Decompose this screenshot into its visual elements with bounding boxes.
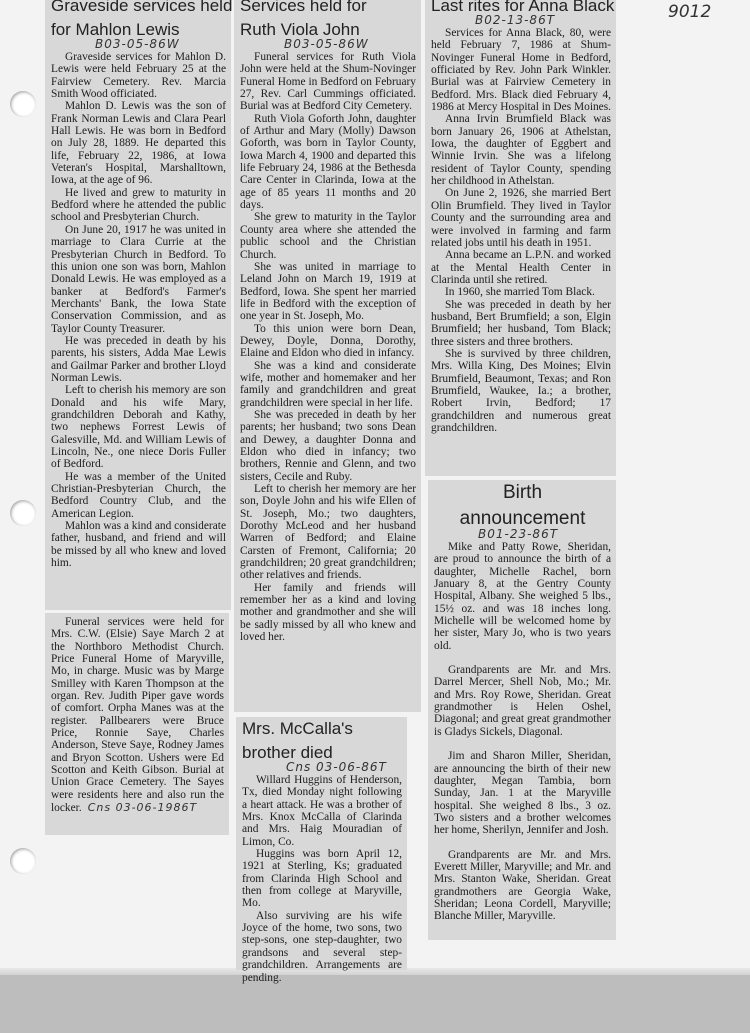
punch-hole-icon xyxy=(10,91,36,117)
paragraph-text: On June 20, 1917 he was united in marriage to Clara Currie at the Presbyterian Church in Bedford. To this union one son was born, Mahlon Donald Lewis. He was employed as a banker at Bedford's Farmer's Merchants' Bank, the Iowa State Conservation Commission, and as Taylor County Treasurer. xyxy=(51,223,226,335)
paragraph-text: Left to cherish her memory are her son, Doyle John and his wife Ellen of St. Joseph, Mo.; two daughters, Dorothy McLeod and her husband Warren of Bedford; and Elaine Carsten of Fremont, California; 20 grandchildren; 20 great grandchildren; other relatives and friends. xyxy=(240,483,416,582)
paragraph-text: Anna became an L.P.N. and worked at the Mental Health Center in Clarinda until she retired. xyxy=(431,249,611,286)
headline-line: Services held for xyxy=(240,0,367,15)
clipping-mccalla xyxy=(236,717,407,984)
headline-line: brother died xyxy=(242,743,333,762)
paragraph-text: He was preceded in death by his parents, his sisters, Adda Mae Lewis and Gailmar Parker and brother Lloyd Norman Lewis. xyxy=(51,334,226,384)
paragraph-text: Mike and Patty Rowe, Sheridan, are proud to announce the birth of a daughter, Michelle Rachel, born January 8, at the Gentry County Hospital, Albany. She weighed 5 lbs., 15½ oz. and was 18 inches long. Michelle will be welcomed home by her sister, Mary Jo, who is two years old. xyxy=(434,541,611,652)
paragraph xyxy=(431,113,611,187)
paragraph xyxy=(51,51,226,100)
paragraph xyxy=(431,249,611,286)
paragraph-text: Grandparents are Mr. and Mrs. Everett Miller, Maryville; and Mr. and Mrs. Stanton Wake, Sheridan. Great grandmothers are Georgia Wake, Sheridan; Leona Cordell, Maryville; Blanche Miller, Maryville. xyxy=(434,848,611,923)
paragraph xyxy=(51,100,226,186)
paragraph-text: Anna Irvin Brumfield Black was born January 26, 1906 at Athelstan, Iowa, the daughter of Eggbert and Winnie Irvin. She was a lifelong resident of Taylor County, spending her childhood in Athelstan. xyxy=(431,113,611,188)
paragraph-text: To this union were born Dean, Dewey, Doyle, Donna, Dorothy, Elaine and Eldon who died in infancy. xyxy=(240,322,416,360)
headline-line: announcement xyxy=(459,508,586,529)
paragraph xyxy=(242,910,402,984)
handwritten-date-code: B02-13-86T xyxy=(475,13,556,27)
paragraph xyxy=(242,848,402,910)
paragraph-text: On June 2, 1926, she married Bert Olin Brumfield. They lived in Taylor County and the surrounding area and were involved in farming and farm related jobs until his death in 1951. xyxy=(431,187,611,249)
paragraph-text: Mahlon was a kind and considerate father, husband, and friend and will be missed by all who knew and loved him. xyxy=(51,520,227,570)
paragraph xyxy=(242,774,402,848)
paragraph-text: She was united in marriage to Leland John on March 19, 1919 at Bedford, Iowa. She spent her married life in Bedford with the exception of one year in St. Joseph, Mo. xyxy=(240,260,416,323)
paragraph xyxy=(51,187,226,224)
paragraph xyxy=(51,616,224,815)
paragraph-text: Ruth Viola Goforth John, daughter of Arthur and Mary (Molly) Dawson Goforth, was born in Taylor County, Iowa March 4, 1900 and departed this life February 24, 1986 at the Bethesda Care Center in Clarinda, Iowa at the age of 85 years 11 months and 20 days. xyxy=(240,112,416,212)
handwritten-page-number: 9012 xyxy=(668,2,712,22)
paragraph xyxy=(240,51,416,113)
paragraph xyxy=(434,541,611,652)
paragraph xyxy=(51,471,226,520)
paragraph xyxy=(431,299,611,348)
headline-line: for Mahlon Lewis xyxy=(51,20,180,39)
headline-line: Birth xyxy=(502,482,543,503)
headline-line: Last rites for Anna Black xyxy=(431,0,615,15)
paragraph-text: In 1960, she married Tom Black. xyxy=(445,286,595,299)
paragraph-text: Graveside services for Mahlon D. Lewis were held February 25 at the Fairview Cemetery. Rev. Marcia Smith Wood officiated. xyxy=(51,51,226,101)
headline-line: Ruth Viola John xyxy=(240,20,360,39)
paragraph-text: Grandparents are Mr. and Mrs. Darrel Mercer, Shell Nob, Mo.; Mr. and Mrs. Roy Rowe, Sheridan. Great grandmother is Helen Oshel, Diagonal; and great great grandmother is Gladys Sickels, Diagonal. xyxy=(434,664,611,738)
paragraph-text: She was preceded in death by her parents; her husband; two sons Dean and Dewey, a daughter Donna and Eldon who died in infancy; two brothers, Rennie and Glenn, and two sisters, Cecile and Ruby. xyxy=(240,408,416,483)
paragraph-text: Her family and friends will remember her as a kind and loving mother and grandmother and she will be sadly missed by all who knew and loved her. xyxy=(240,581,416,644)
paragraph-text: Left to cherish his memory are son Donald and his wife Mary, grandchildren Deborah and Kathy, two nephews Forrest Lewis of Galesville, Md. and William Lewis of Lincoln, Ne., one niece Doris Fuller of Bedford. xyxy=(51,384,226,471)
paragraph xyxy=(240,323,416,360)
handwritten-date-code: Cns 03-06-86T xyxy=(286,760,387,774)
headline-line: Mrs. McCalla's xyxy=(242,719,353,738)
handwritten-date-code: B01-23-86T xyxy=(478,527,559,541)
paragraph xyxy=(431,27,611,113)
paragraph xyxy=(240,113,416,212)
paragraph xyxy=(51,520,226,569)
paragraph xyxy=(240,211,416,260)
paragraph xyxy=(434,849,611,923)
paragraph-text: Also surviving are his wife Joyce of the home, two sons, two step-sons, one step-daughter, two grandsons and several step-grandchildren. Arrangements are pending. xyxy=(242,909,402,984)
paragraph xyxy=(240,582,416,644)
paragraph xyxy=(431,286,611,298)
paragraph xyxy=(240,261,416,323)
punch-hole-icon xyxy=(10,848,36,874)
paragraph-text: She was preceded in death by her husband, Bert Brumfield; a son, Elgin Brumfield; her husband, Tom Black; three sisters and three brothers. xyxy=(431,298,611,348)
paragraph-text: Funeral services for Ruth Viola John were held at the Shum-Novinger Funeral Home in Bedford on February 27, Rev. Carl Cummings officiated. Burial was at Bedford City Cemetery. xyxy=(240,51,416,113)
paragraph-text: Funeral services were held for Mrs. C.W. (Elsie) Saye March 2 at the Northboro Methodist Church. Price Funeral Home of Maryville, Mo, in charge. Music was by Marge Smilley with Karen Thompson at the organ. Rev. Judith Piper gave words of comfort. Orpha Manes was at the register. Pallbearers were Bruce Price, Ronnie Saye, Charles Anderson, Steve Saye, Rodney James and Bryon Scotton. Ushers were Ed Scotton and Keith Gibson. Burial at Union Grace Cemetery. The Sayes were residents here and also run the locker. xyxy=(51,616,224,815)
clipping-ruth-john xyxy=(234,0,421,712)
paragraph xyxy=(434,664,611,738)
handwritten-date-code: B03-05-86W xyxy=(284,37,369,51)
paragraph xyxy=(51,384,226,470)
handwritten-date-code: Cns 03-06-1986T xyxy=(87,801,198,815)
paragraph-text: Mahlon D. Lewis was the son of Frank Norman Lewis and Clara Pearl Hall Lewis. He was born in Bedford on July 28, 1889. He departed this life, February 22, 1986, at Iowa Veteran's Hospital, Marshalltown, Iowa, at the age of 96. xyxy=(51,100,226,187)
paragraph-text: He lived and grew to maturity in Bedford where he attended the public school and Presbyterian Church. xyxy=(51,186,226,224)
clipping-birth-announcement xyxy=(428,480,616,940)
clipping-saye xyxy=(45,613,229,835)
paragraph-text: Huggins was born April 12, 1921 at Sterling, Ks; graduated from Clarinda High School and then from college at Maryville, Mo. xyxy=(242,848,402,910)
handwritten-date-code: B03-05-86W xyxy=(95,37,180,51)
paragraph-text: She was a kind and considerate wife, mother and homemaker and her family and grandchildren and great grandchildren were special in her life. xyxy=(240,359,416,409)
paragraph-text: Jim and Sharon Miller, Sheridan, are announcing the birth of their new daughter, Megan Tambia, born Sunday, Jan. 1 at the Maryville hospital. She weighed 8 lbs., 3 oz. Two sisters and a brother welcomes her home, Sherilyn, Jennifer and Josh. xyxy=(434,750,611,837)
paragraph xyxy=(434,750,611,836)
clipping-anna-black xyxy=(425,0,616,476)
paragraph-text: Services for Anna Black, 80, were held February 7, 1986 at Shum-Novinger Funeral Home in Bedford, officiated by Rev. John Park Winkler. Burial was at Fairview Cemetery in Bedford. Mrs. Black died February 4, 1986 at Mercy Hospital in Des Moines. xyxy=(431,27,612,114)
headline-line: Graveside services held xyxy=(51,0,233,15)
paragraph xyxy=(240,483,416,582)
paragraph-text: She is survived by three children, Mrs. Willa King, Des Moines; Elvin Brumfield, Beaumont, Texas; and Ron Brumfield, Waukee, Ia.; a brother, Robert Irvin, Bedford; 17 grandchildren and numerous great grandchildren. xyxy=(431,347,611,434)
paragraph xyxy=(431,187,611,249)
paragraph-text: Willard Huggins of Henderson, Tx, died Monday night following a heart attack. He was a brother of Mrs. Knox McCalla of Clarinda and Mrs. Haig Mouradian of Limon, Co. xyxy=(242,774,402,848)
paragraph xyxy=(51,224,226,335)
paragraph xyxy=(240,360,416,409)
paragraph-text: She grew to maturity in the Taylor County area where she attended the public school and the Christian Church. xyxy=(240,211,416,261)
paragraph xyxy=(240,409,416,483)
paragraph xyxy=(51,335,226,384)
punch-hole-icon xyxy=(10,500,36,526)
clipping-mahlon-lewis xyxy=(45,0,231,610)
paragraph-text: He was a member of the United Christian-Presbyterian Church, the Bedford Country Club, and the American Legion. xyxy=(51,470,226,520)
paragraph xyxy=(431,348,611,434)
